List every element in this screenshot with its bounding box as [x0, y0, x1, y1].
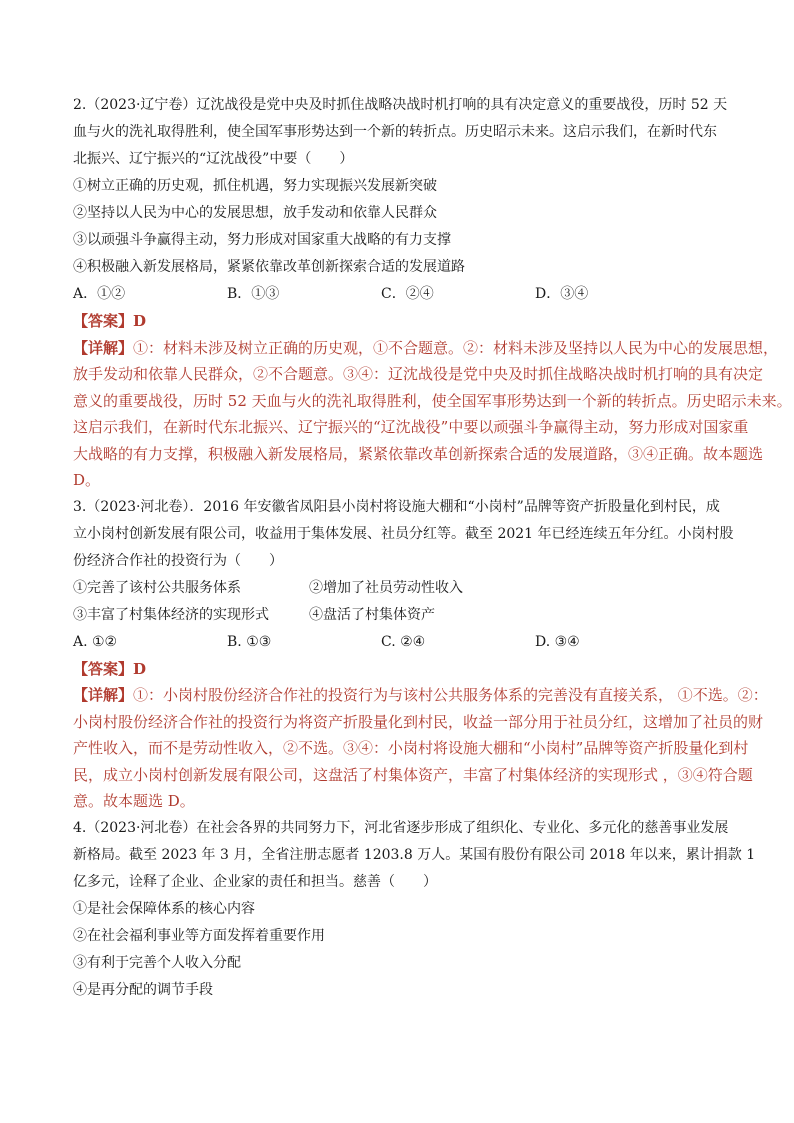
- option-b: B. ①③: [227, 633, 272, 650]
- answer-line: [73, 656, 725, 683]
- option-b: B．①③: [227, 286, 280, 302]
- detail-line: D。: [73, 471, 101, 489]
- question-3: [73, 494, 768, 815]
- question-stem-line: 新格局。截至 2023 年 3 月，全省注册志愿者 1203.8 万人。某国有股份有限公司 2018 年以来，累计捐款 1: [73, 846, 756, 863]
- question-stem-line: 北振兴、辽宁振兴的“辽沈战役”中要（ ）: [73, 151, 354, 167]
- choice-row: [73, 602, 725, 629]
- option-d: D. ③④: [535, 633, 580, 650]
- detail-line: 这启示我们，在新时代东北振兴、辽宁振兴的“辽沈战役”中要以顽强斗争赢得主动，努力形成对国家重: [73, 418, 749, 436]
- question-stem-line: 份经济合作社的投资行为（ ）: [73, 552, 283, 569]
- question-stem-line: 亿多元，诠释了企业、企业家的责任和担当。慈善（ ）: [73, 873, 437, 890]
- document-page: [73, 92, 792, 1004]
- question-2: [73, 92, 792, 494]
- question-stem-line: 2.（2023·辽宁卷）辽沈战役是党中央及时抓住战略决战时机打响的具有决定意义的重要战役，历时 52 天: [73, 97, 728, 113]
- choice-item: ①是社会保障体系的核心内容: [73, 900, 255, 917]
- choice-row: [73, 575, 725, 602]
- choice-item: ④是再分配的调节手段: [73, 981, 213, 998]
- question-stem-line: 3.（2023·河北卷）．2016 年安徽省凤阳县小岗村将设施大棚和“小岗村”品牌等资产折股量化到村民，成: [73, 498, 720, 515]
- choice-item: ④盘活了村集体资产: [309, 606, 435, 623]
- choice-item: ①树立正确的历史观，抓住机遇，努力实现振兴发展新突破: [73, 178, 437, 194]
- choice-item: ④积极融入新发展格局，紧紧依靠改革创新探索合适的发展道路: [73, 259, 465, 275]
- option-d: D．③④: [535, 286, 589, 302]
- choice-item: ②坚持以人民为中心的发展思想，放手发动和依靠人民群众: [73, 205, 437, 221]
- answer-options: [73, 629, 725, 656]
- detail-line: 意。故本题选 D。: [73, 792, 195, 810]
- detail-line: 意义的重要战役，历时 52 天血与火的洗礼取得胜利，使全国军事形势达到一个新的转折点。历史昭示未来。: [73, 391, 792, 410]
- detail-label: 【详解】: [73, 338, 134, 357]
- choice-item: ③以顽强斗争赢得主动，努力形成对国家重大战略的有力支撑: [73, 232, 451, 248]
- answer-value: D: [133, 659, 147, 678]
- answer-label: 【答案】: [73, 659, 134, 678]
- answer-options: [73, 281, 725, 308]
- answer-label: 【答案】: [73, 312, 134, 330]
- detail-line: 民，成立小岗村创新发展有限公司，这盘活了村集体资产，丰富了村集体经济的实现形式 ，③④符合题: [73, 765, 753, 784]
- answer-value: D: [133, 312, 147, 330]
- detail-label: 【详解】: [73, 686, 134, 704]
- choice-item: ③有利于完善个人收入分配: [73, 954, 241, 971]
- detail-line: 放手发动和依靠人民群众，②不合题意。③④：辽沈战役是党中央及时抓住战略决战时机打响的具有决定: [73, 365, 764, 383]
- detail-text: ①：材料未涉及树立正确的历史观，①不合题意。②：材料未涉及坚持以人民为中心的发展思想，: [133, 338, 779, 357]
- choice-item: ②在社会福利事业等方面发挥着重要作用: [73, 927, 325, 944]
- option-a: A．①②: [73, 286, 126, 302]
- question-stem-line: 血与火的洗礼取得胜利，使全国军事形势达到一个新的转折点。历史昭示未来。这启示我们，在新时代东: [73, 124, 717, 140]
- detail-line: [73, 335, 779, 362]
- option-a: A. ①②: [73, 633, 118, 650]
- detail-text: ①：小岗村股份经济合作社的投资行为与该村公共服务体系的完善没有直接关系， ①不选。②：: [133, 686, 768, 704]
- question-stem-line: 立小岗村创新发展有限公司，收益用于集体发展、社员分红等。截至 2021 年已经连续五年分红。小岗村股: [73, 525, 734, 542]
- choice-item: ②增加了社员劳动性收入: [309, 579, 463, 596]
- detail-line: [73, 682, 768, 709]
- detail-line: 小岗村股份经济合作社的投资行为将资产折股量化到村民，收益一部分用于社员分红，这增加了社员的财: [73, 712, 764, 731]
- choice-item: ①完善了该村公共服务体系: [73, 579, 241, 596]
- option-c: C．②④: [381, 286, 434, 302]
- question-stem-line: 4.（2023·河北卷）在社会各界的共同努力下，河北省逐步形成了组织化、专业化、多元化的慈善事业发展: [73, 819, 729, 836]
- question-4: [73, 815, 756, 1004]
- option-c: C. ②④: [381, 633, 426, 650]
- answer-line: [73, 308, 725, 335]
- detail-line: 大战略的有力支撑，积极融入新发展格局，紧紧依靠改革创新探索合适的发展道路，③④正确。故本题选: [73, 444, 764, 463]
- choice-item: ③丰富了村集体经济的实现形式: [73, 606, 269, 623]
- detail-line: 产性收入，而不是劳动性收入，②不选。③④：小岗村将设施大棚和“小岗村”品牌等资产折股量化到村: [73, 739, 749, 757]
